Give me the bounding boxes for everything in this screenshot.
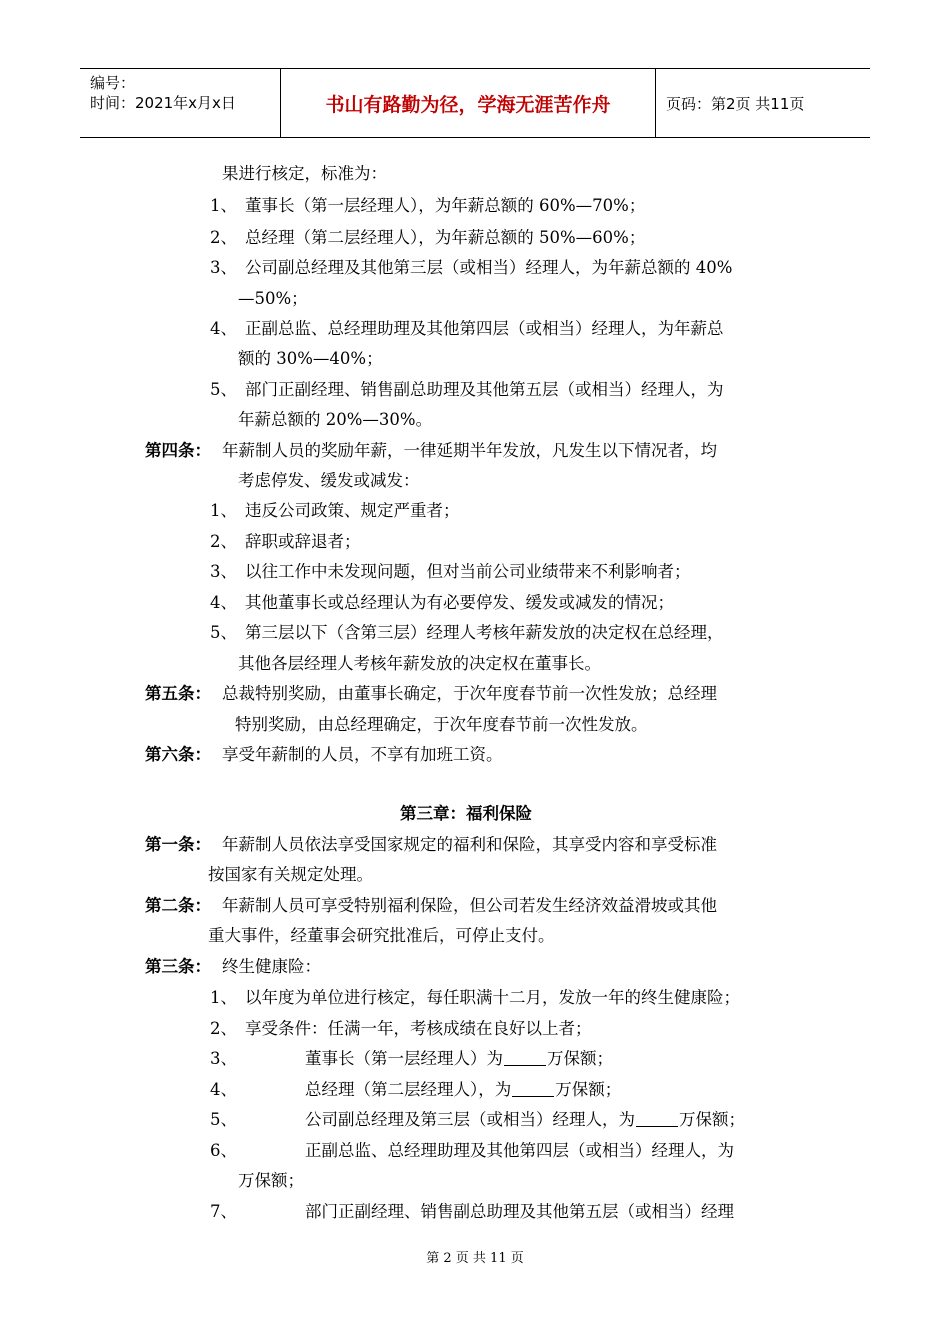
article-label: 第二条： [145,896,211,915]
list-item-text-a: 总经理（第二层经理人），为 [305,1080,512,1099]
list-item-text-a: 董事长（第一层经理人）为 [305,1049,503,1068]
list-item-text [305,1045,613,1069]
list-number: 1、 [210,501,237,520]
article-text: 年薪制人员可享受特别福利保险，但公司若发生经济效益滑坡或其他 [222,896,717,915]
list-item-continuation: 年薪总额的 20%—30%。 [238,410,433,429]
list-number: 2、 [210,1019,237,1038]
list-item-text: 第三层以下（含第三层）经理人考核年薪发放的决定权在总经理， [245,623,724,642]
chapter-heading: 第三章：福利保险 [400,804,532,823]
list-item-text: 公司副总经理及其他第三层（或相当）经理人，为年薪总额的 40% [245,258,733,277]
article-continuation: 按国家有关规定处理。 [208,865,373,884]
list-number: 4、 [210,593,237,612]
article-label: 第三条： [145,957,211,976]
list-number: 4、 [210,1080,237,1099]
article-continuation: 考虑停发、缓发或减发： [238,471,420,490]
list-item-text: 部门正副经理、销售副总助理及其他第五层（或相当）经理人，为 [245,380,724,399]
list-item-continuation: 万保额； [238,1171,304,1190]
text-line: 果进行核定，标准为： [222,164,387,183]
list-number: 1、 [210,988,237,1007]
list-item-text: 总经理（第二层经理人），为年薪总额的 50%—60%； [245,228,646,247]
list-item-text: 其他董事长或总经理认为有必要停发、缓发或减发的情况； [245,593,674,612]
list-item-text: 正副总监、总经理助理及其他第四层（或相当）经理人，为 [305,1141,734,1160]
list-number: 4、 [210,319,237,338]
list-item-continuation: 其他各层经理人考核年薪发放的决定权在董事长。 [238,654,601,673]
article-text: 总裁特别奖励，由董事长确定，于次年度春节前一次性发放；总经理 [222,684,717,703]
list-item-text: 违反公司政策、规定严重者； [245,501,460,520]
list-number: 2、 [210,228,237,247]
list-item-text-b: 万保额； [679,1110,745,1129]
list-item-text: 以年度为单位进行核定，每任职满十二月，发放一年的终生健康险； [245,988,740,1007]
list-number: 7、 [210,1202,237,1221]
time-label: 时间：2021年x月x日 [90,94,236,112]
list-number: 3、 [210,258,237,277]
number-label: 编号： [90,74,136,92]
article-text: 年薪制人员的奖励年薪，一律延期半年发放，凡发生以下情况者，均 [222,441,717,460]
header-meta [80,69,281,137]
list-item-text-a: 公司副总经理及第三层（或相当）经理人，为 [305,1110,635,1129]
list-item-text-b: 万保额； [555,1080,622,1099]
article-text: 享受年薪制的人员，不享有加班工资。 [222,745,503,764]
article-continuation: 重大事件，经董事会研究批准后，可停止支付。 [208,926,555,945]
list-item-text [305,1106,745,1130]
fill-in-blank [512,1082,554,1097]
list-item-text: 以往工作中未发现问题，但对当前公司业绩带来不利影响者； [245,562,691,581]
article-text: 年薪制人员依法享受国家规定的福利和保险，其享受内容和享受标准 [222,835,717,854]
list-item-text [305,1076,621,1100]
header-motto: 书山有路勤为径，学海无涯苦作舟 [281,69,656,137]
article-label: 第四条： [145,441,211,460]
article-label: 第一条： [145,835,211,854]
list-number: 6、 [210,1141,237,1160]
list-item-continuation: —50%； [238,289,308,308]
list-item-text: 辞职或辞退者； [245,532,361,551]
list-number: 2、 [210,532,237,551]
list-item-text: 享受条件：任满一年，考核成绩在良好以上者； [245,1019,592,1038]
article-label: 第五条： [145,684,211,703]
header-page-number: 页码：第2页 共11页 [666,94,805,113]
list-number: 3、 [210,1049,237,1068]
article-continuation: 特别奖励，由总经理确定，于次年度春节前一次性发放。 [235,715,648,734]
article-label: 第六条： [145,745,211,764]
list-item-text-b: 万保额； [547,1049,613,1068]
list-item-text: 董事长（第一层经理人），为年薪总额的 60%—70%； [245,196,646,215]
list-number: 3、 [210,562,237,581]
list-item-text: 部门正副经理、销售副总助理及其他第五层（或相当）经理 [305,1202,734,1221]
list-item-text: 正副总监、总经理助理及其他第四层（或相当）经理人，为年薪总 [245,319,724,338]
fill-in-blank [504,1051,546,1066]
list-number: 5、 [210,623,237,642]
page-footer: 第 2 页 共 11 页 [426,1251,524,1266]
article-text: 终生健康险： [222,957,321,976]
list-number: 5、 [210,1110,237,1129]
page-header [80,68,870,138]
list-item-continuation: 额的 30%—40%； [238,349,383,368]
fill-in-blank [636,1112,678,1127]
list-number: 1、 [210,196,237,215]
list-number: 5、 [210,380,237,399]
